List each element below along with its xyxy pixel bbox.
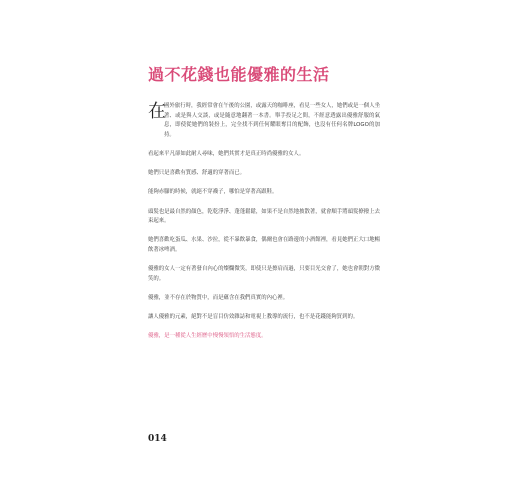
paragraph: 優雅，並不存在於物質中，而是蘊含在我們真實的內心裡。 — [148, 294, 289, 301]
paragraph: 讓人優雅的元素，絕對不是盲目仿效雜誌和電視上教導的流行，也不是花錢能夠買到的。 — [148, 314, 359, 321]
paragraph: 優雅的女人一定有著發自內心的燦爛微笑，即使只是擦肩而過，只要目光交會了，她也會朝對方微笑的。 — [148, 266, 380, 282]
closing-highlight: 優雅，是一種從人生經歷中慢慢領悟的生活態度。 — [148, 333, 267, 340]
chapter-title: 過不花錢也能優雅的生活 — [148, 65, 330, 84]
paragraph: 能夠赤腳的時候，就絕不穿襪子，哪怕是穿著高跟鞋。 — [148, 189, 278, 196]
opening-paragraph — [148, 102, 380, 140]
body-text — [148, 102, 380, 351]
page-number: 014 — [148, 434, 167, 444]
drop-cap: 在 — [148, 101, 166, 122]
opening-paragraph-text: 國外旅行時，我經常會在午後的公園，或露天的咖啡座，看見一些女人，她們或是一個人坐著、或是與人交談，或是隨意地翻著一本書。舉手投足之間，不經意透露出優雅舒服的氣息，即使從她們的裝扮上，完全找不到任何耀眼奪目的配飾，也沒有任何名牌LOGO的加持。 — [164, 103, 380, 138]
paragraph: 她們只是喜歡有質感、舒適的穿著而已。 — [148, 170, 246, 177]
paragraph: 頭髮也是最自然的顏色，乾乾淨淨、蓬蓬鬆鬆，如果不是自然地披散著，就會順手將頭髮撩撥上去束起來。 — [148, 208, 380, 225]
paragraph: 看起來平凡卻如此耐人尋味，她們其實才是真正時尚優雅的女人。 — [148, 150, 305, 157]
paragraph: 她們喜歡吃蛋瓜、水果、沙拉，從不暴飲暴食，偶爾也會在路邊的小酒館裡，看見她們正大口地暢飲著冰啤酒。 — [148, 237, 380, 253]
